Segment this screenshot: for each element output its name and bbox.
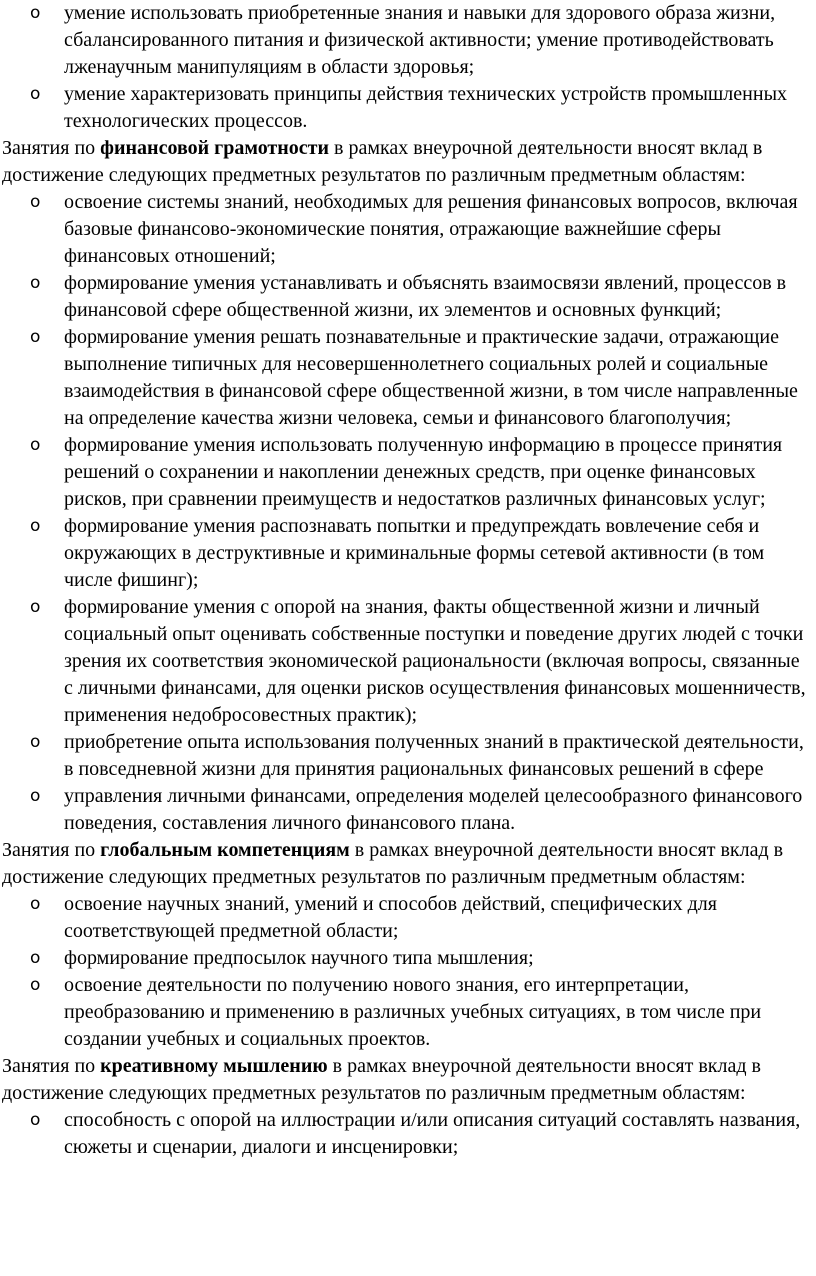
section-lead: Занятия по (2, 137, 101, 159)
section-tail: в рамках внеурочной деятельности вносят вклад в достижение следующих предметных результатов по различным предметным областям: (2, 1055, 761, 1104)
list-item-text: освоение деятельности по получению нового знания, его интерпретации, преобразованию и применению в различных учебных ситуациях, в том числе при создании учебных и социальных проектов. (64, 974, 762, 1050)
bullet-marker: o (30, 273, 41, 293)
list-item-text: формирование умения распознавать попытки и предупреждать вовлечение себя и окружающих в деструктивные и криминальные формы сетевой активности (в том числе фишинг); (64, 515, 765, 591)
creative-thinking-list (2, 1107, 816, 1161)
section-topic: креативному мышлению (100, 1055, 328, 1077)
financial-literacy-list (2, 189, 816, 837)
bullet-marker: o (30, 732, 41, 752)
section-lead: Занятия по (2, 1055, 101, 1077)
list-item (2, 0, 816, 81)
bullet-marker: o (30, 975, 41, 995)
section-tail: в рамках внеурочной деятельности вносят вклад в достижение следующих предметных результатов по различным предметным областям: (2, 839, 784, 888)
list-item (2, 1107, 816, 1161)
list-item-text: приобретение опыта использования полученных знаний в практической деятельности, в повседневной жизни для принятия рациональных финансовых решений в сфере (64, 731, 804, 780)
list-item-text: формирование умения решать познавательные и практические задачи, отражающие выполнение типичных для несовершеннолетнего социальных ролей и социальные взаимодействия в финансовой сфере общественной жизни, в том числе направленные на определение качества жизни человека, семьи и финансового благополучия; (64, 326, 798, 429)
list-item-text: формирование умения с опорой на знания, факты общественной жизни и личный социальный опыт оценивать собственные поступки и поведение других людей с точки зрения их соответствия экономической рациональности (включая вопросы, связанные с личными финансами, для оценки рисков осуществления финансовых мошенничеств, применения недобросовестных практик); (64, 596, 806, 726)
bullet-marker: o (30, 516, 41, 536)
section-tail: в рамках внеурочной деятельности вносят вклад в достижение следующих предметных результатов по различным предметным областям: (2, 137, 763, 186)
list-item-text: управления личными финансами, определения моделей целесообразного финансового поведения, составления личного финансового плана. (64, 785, 803, 834)
list-item (2, 945, 816, 972)
list-item-text: умение характеризовать принципы действия технических устройств промышленных технологических процессов. (64, 83, 788, 132)
bullet-marker: o (30, 786, 41, 806)
list-item (2, 783, 816, 837)
bullet-marker: o (30, 84, 41, 104)
bullet-marker: o (30, 948, 41, 968)
section-paragraph-creative-thinking (2, 1053, 816, 1107)
list-item (2, 513, 816, 594)
bullet-marker: o (30, 894, 41, 914)
list-item-text: способность с опорой на иллюстрации и/или описания ситуаций составлять названия, сюжеты и сценарии, диалоги и инсценировки; (64, 1109, 801, 1158)
list-item (2, 324, 816, 432)
list-item (2, 594, 816, 729)
list-item (2, 270, 816, 324)
list-item-text: умение использовать приобретенные знания и навыки для здорового образа жизни, сбалансированного питания и физической активности; умение противодействовать лженаучным манипуляциям в области здоровья; (64, 2, 776, 78)
list-item (2, 729, 816, 783)
section-lead: Занятия по (2, 839, 101, 861)
list-item-text: формирование предпосылок научного типа мышления; (64, 947, 534, 969)
list-item (2, 972, 816, 1053)
list-item (2, 81, 816, 135)
list-item-text: освоение научных знаний, умений и способов действий, специфических для соответствующей предметной области; (64, 893, 717, 942)
bullet-marker: o (30, 327, 41, 347)
section-topic: глобальным компетенциям (100, 839, 350, 861)
list-item-text: формирование умения устанавливать и объяснять взаимосвязи явлений, процессов в финансовой сфере общественной жизни, их элементов и основных функций; (64, 272, 787, 321)
list-item (2, 891, 816, 945)
bullet-marker: o (30, 3, 41, 23)
bullet-marker: o (30, 435, 41, 455)
bullet-marker: o (30, 597, 41, 617)
bullet-marker: o (30, 1110, 41, 1130)
list-item-text: формирование умения использовать полученную информацию в процессе принятия решений о сохранении и накоплении денежных средств, при оценке финансовых рисков, при сравнении преимуществ и недостатков различных финансовых услуг; (64, 434, 783, 510)
section-paragraph-financial-literacy (2, 135, 816, 189)
list-item-text: освоение системы знаний, необходимых для решения финансовых вопросов, включая базовые финансово-экономические понятия, отражающие важнейшие сферы финансовых отношений; (64, 191, 798, 267)
global-competences-list (2, 891, 816, 1053)
section-topic: финансовой грамотности (100, 137, 330, 159)
list-item (2, 432, 816, 513)
intro-list (2, 0, 816, 135)
section-paragraph-global-competences (2, 837, 816, 891)
list-item (2, 189, 816, 270)
bullet-marker: o (30, 192, 41, 212)
